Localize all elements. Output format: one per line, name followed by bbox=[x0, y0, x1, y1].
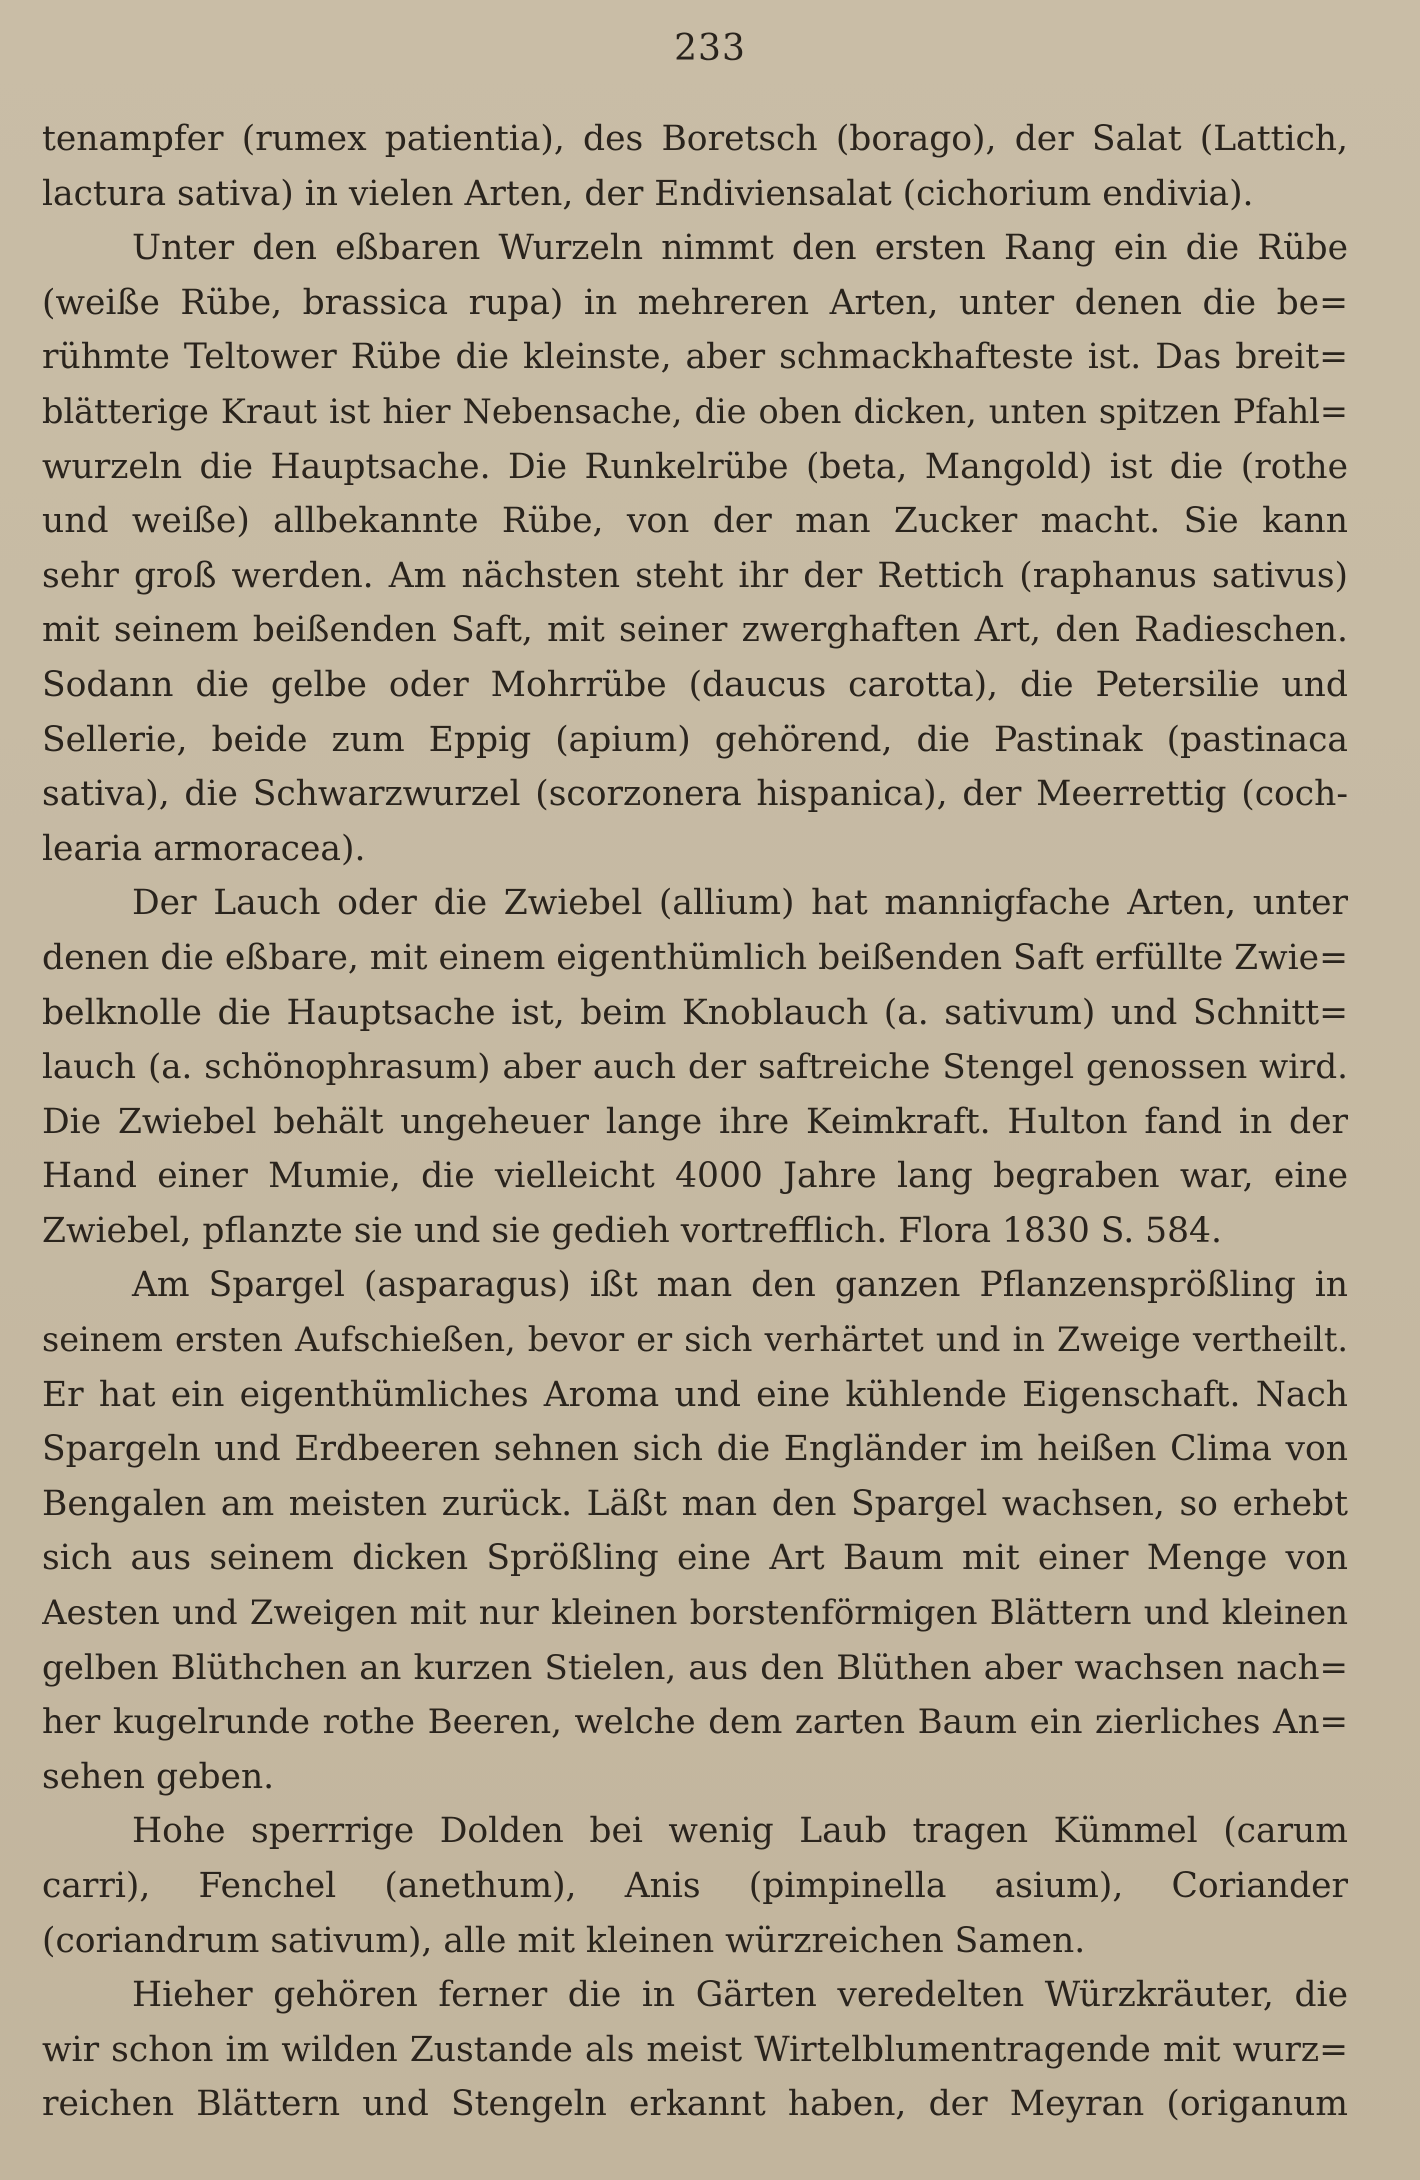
text-line: Hohe sperrrige Dolden bei wenig Laub tragen Kümmel (carum bbox=[132, 1811, 1348, 1852]
text-line: Aesten und Zweigen mit nur kleinen borstenförmigen Blättern und kleinen bbox=[42, 1593, 1348, 1634]
text-line: sehr groß werden. Am nächsten steht ihr der Rettich (raphanus sativus) bbox=[42, 555, 1348, 596]
text-line: tenampfer (rumex patientia), des Boretsch (borago), der Salat (Lattich, bbox=[42, 119, 1348, 159]
text-line: carri), Fenchel (anethum), Anis (pimpinella asium), Coriander bbox=[42, 1866, 1348, 1906]
text-line: und weiße) allbekannte Rübe, von der man Zucker macht. Sie kann bbox=[42, 501, 1348, 542]
text-line: Hieher gehören ferner die in Gärten veredelten Würzkräuter, die bbox=[132, 1975, 1348, 2016]
text-line: Bengalen am meisten zurück. Läßt man den Spargel wachsen, so erhebt bbox=[42, 1483, 1348, 1524]
text-line: belknolle die Hauptsache ist, beim Knoblauch (a. sativum) und Schnitt= bbox=[42, 992, 1348, 1033]
text-line: her kugelrunde rothe Beeren, welche dem zarten Baum ein zierliches An= bbox=[42, 1702, 1348, 1743]
text-line: wurzeln die Hauptsache. Die Runkelrübe (beta, Mangold) ist die (rothe bbox=[42, 446, 1348, 487]
body-text bbox=[42, 112, 1348, 2132]
text-line: denen die eßbare, mit einem eigenthümlich beißenden Saft erfüllte Zwie= bbox=[42, 937, 1348, 978]
text-line: Der Lauch oder die Zwiebel (allium) hat mannigfache Arten, unter bbox=[132, 883, 1348, 924]
page-number: 233 bbox=[674, 28, 746, 69]
text-line: rühmte Teltower Rübe die kleinste, aber schmackhafteste ist. Das breit= bbox=[42, 337, 1348, 378]
text-line: Die Zwiebel behält ungeheuer lange ihre Keimkraft. Hulton fand in der bbox=[42, 1101, 1348, 1142]
text-line: wir schon im wilden Zustande als meist Wirtelblumentragende mit wurz= bbox=[42, 2029, 1348, 2070]
text-line: lauch (a. schönophrasum) aber auch der saftreiche Stengel genossen wird. bbox=[42, 1047, 1348, 1088]
text-line: Zwiebel, pflanzte sie und sie gedieh vortrefflich. Flora 1830 S. 584. bbox=[42, 1210, 1222, 1251]
text-line: mit seinem beißenden Saft, mit seiner zwerghaften Art, den Radieschen. bbox=[42, 610, 1348, 651]
text-line: seinem ersten Aufschießen, bevor er sich verhärtet und in Zweige vertheilt. bbox=[42, 1320, 1348, 1360]
text-line: sehen geben. bbox=[42, 1756, 275, 1797]
text-line: Spargeln und Erdbeeren sehnen sich die Engländer im heißen Clima von bbox=[42, 1429, 1348, 1470]
text-line: reichen Blättern und Stengeln erkannt haben, der Meyran (origanum bbox=[42, 2084, 1348, 2125]
text-line: Hand einer Mumie, die vielleicht 4000 Jahre lang begraben war, eine bbox=[42, 1156, 1348, 1197]
text-line: (coriandrum sativum), alle mit kleinen würzreichen Samen. bbox=[42, 1920, 1086, 1961]
text-line: Er hat ein eigenthümliches Aroma und eine kühlende Eigenschaft. Nach bbox=[42, 1374, 1348, 1415]
text-line: learia armoracea). bbox=[42, 828, 366, 869]
text-line: lactura sativa) in vielen Arten, der Endiviensalat (cichorium endivia). bbox=[42, 173, 1254, 214]
text-line: sativa), die Schwarzwurzel (scorzonera hispanica), der Meerrettig (coch- bbox=[42, 774, 1348, 815]
text-line: Unter den eßbaren Wurzeln nimmt den ersten Rang ein die Rübe bbox=[132, 228, 1348, 269]
text-line: blätterige Kraut ist hier Nebensache, die oben dicken, unten spitzen Pfahl= bbox=[42, 391, 1348, 431]
text-line: Am Spargel (asparagus) ißt man den ganzen Pflanzensprößling in bbox=[132, 1265, 1348, 1306]
text-line: sich aus seinem dicken Sprößling eine Art Baum mit einer Menge von bbox=[42, 1538, 1348, 1579]
text-line: (weiße Rübe, brassica rupa) in mehreren Arten, unter denen die be= bbox=[42, 282, 1348, 323]
text-line: gelben Blüthchen an kurzen Stielen, aus den Blüthen aber wachsen nach= bbox=[42, 1647, 1348, 1688]
text-line: Sellerie, beide zum Eppig (apium) gehörend, die Pastinak (pastinaca bbox=[42, 719, 1348, 760]
text-line: Sodann die gelbe oder Mohrrübe (daucus carotta), die Petersilie und bbox=[42, 664, 1348, 705]
